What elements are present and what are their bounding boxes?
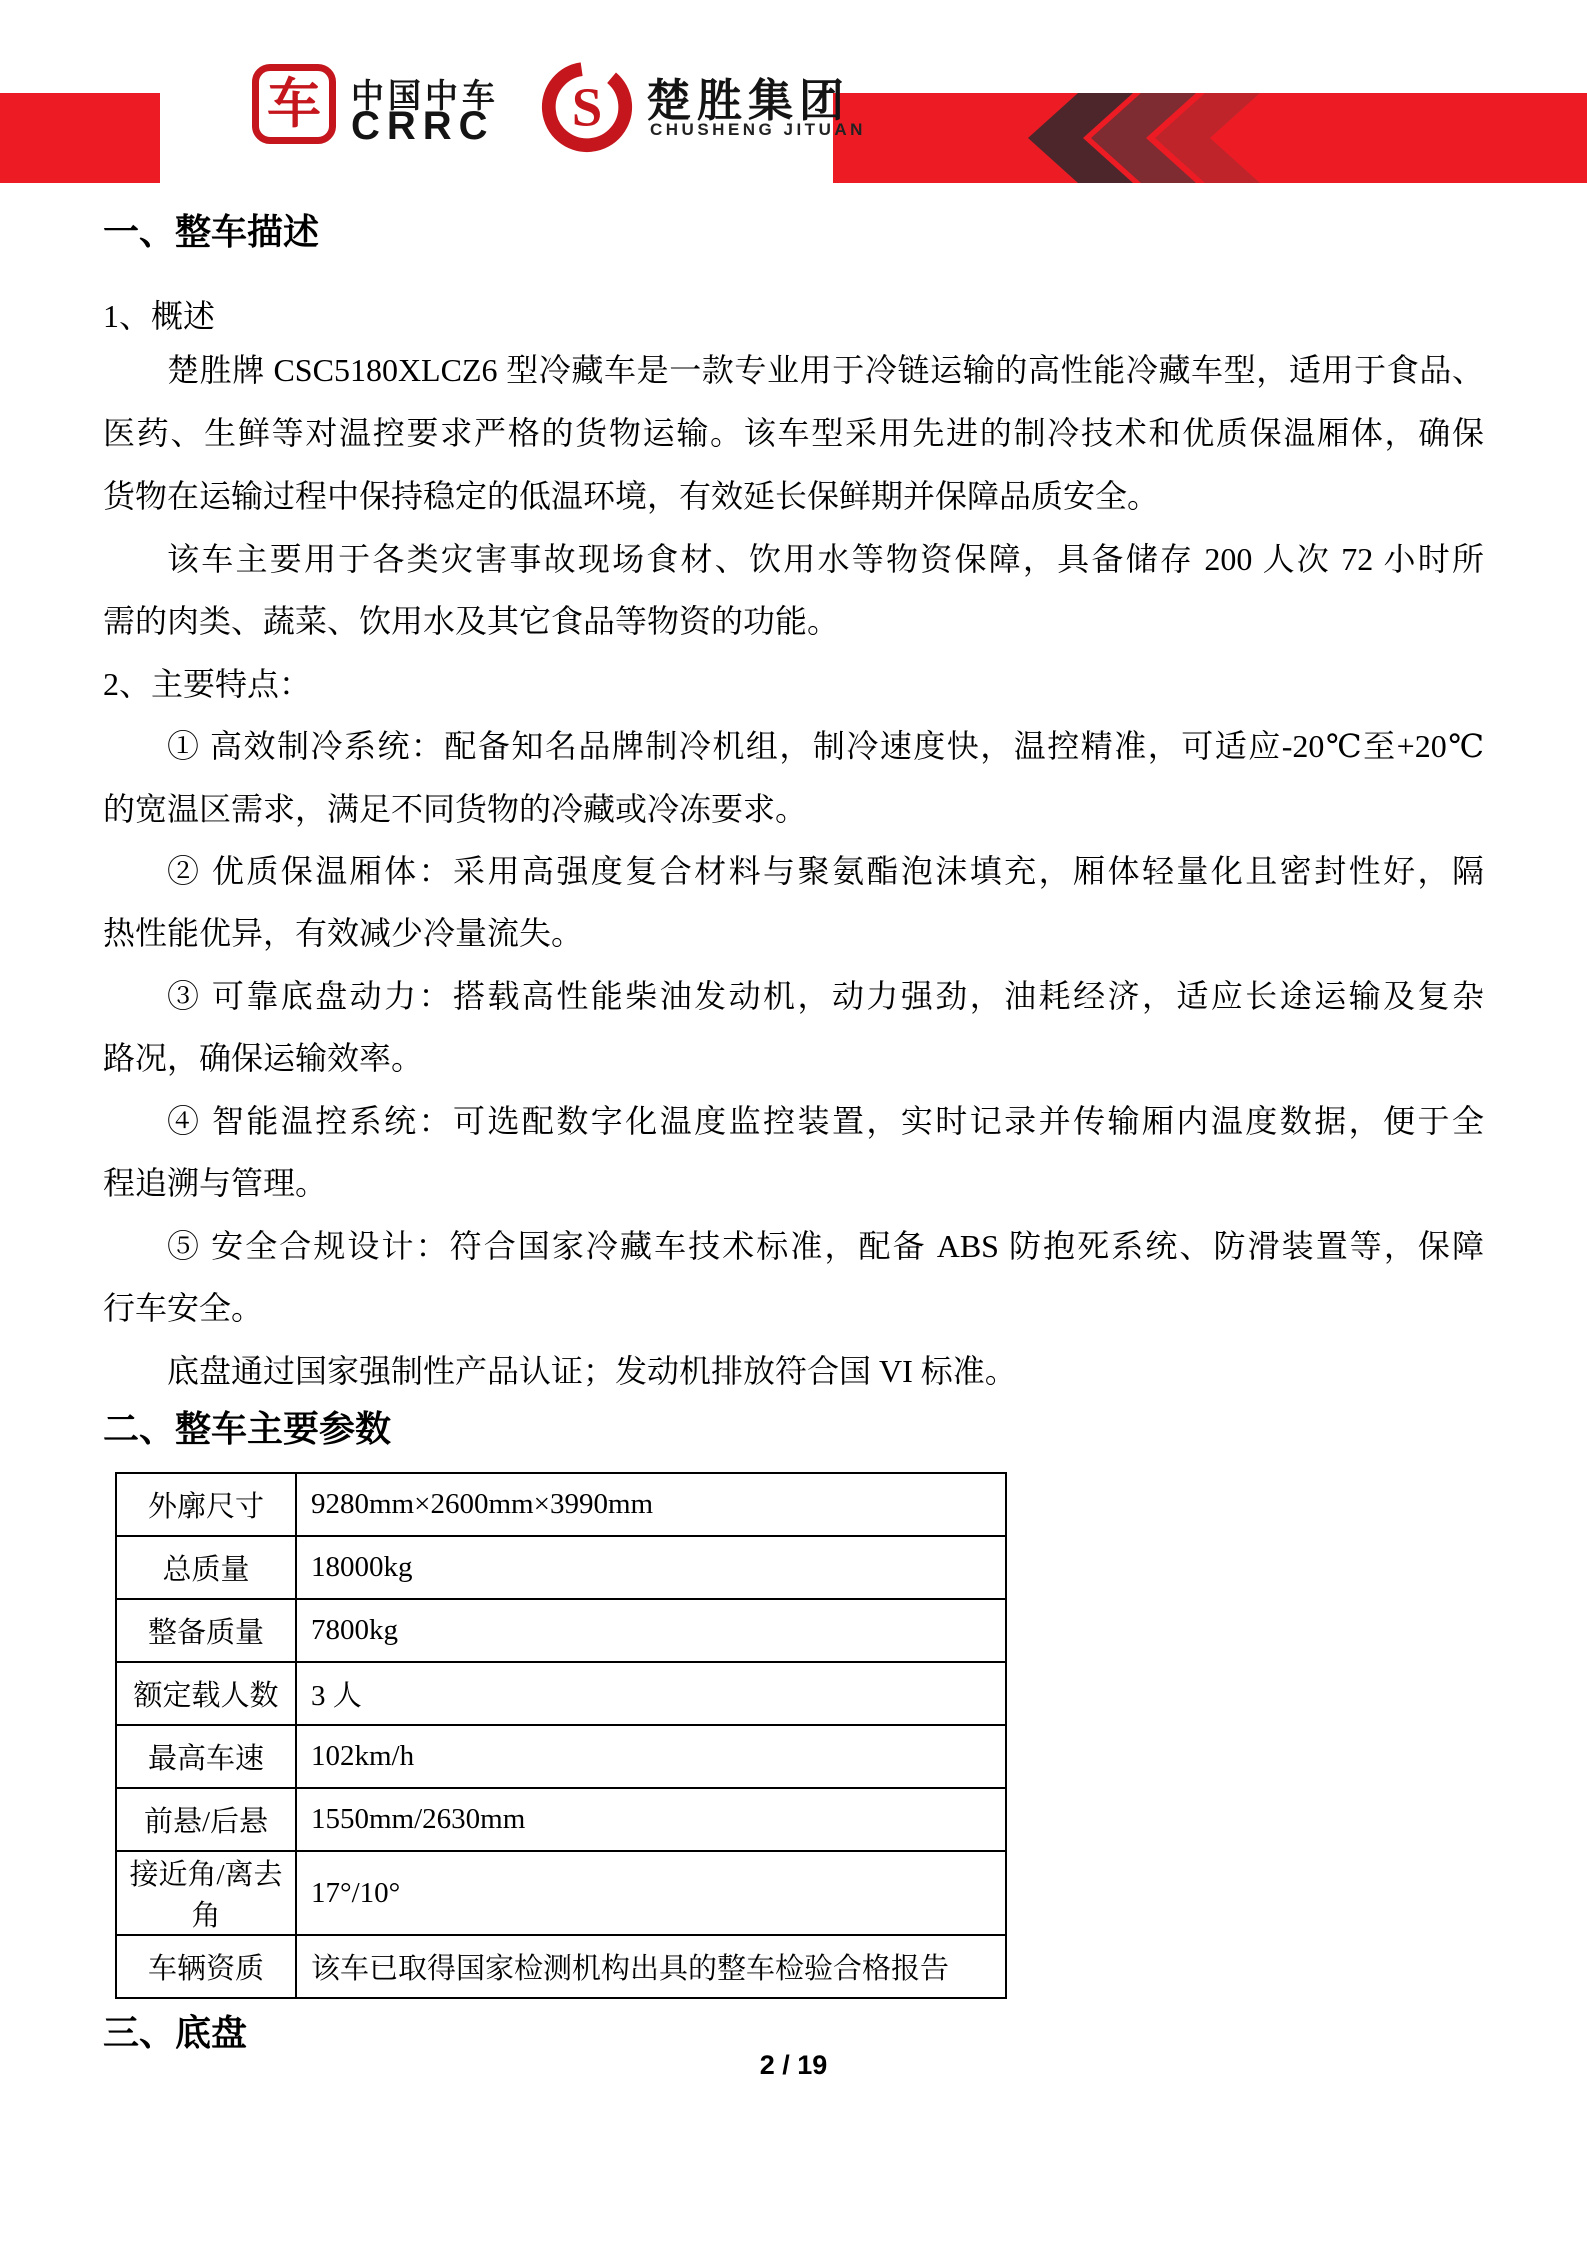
feature-line: 热性能优异，有效减少冷量流失。	[103, 915, 584, 951]
subsection2-label: 2、主要特点：	[103, 666, 312, 702]
chassis-note-line: 底盘通过国家强制性产品认证；发动机排放符合国 VI 标准。	[167, 1353, 1017, 1389]
section2-heading: 二、整车主要参数	[103, 1409, 392, 1449]
feature-line: ④ 智能温控系统：可选配数字化温度监控装置，实时记录并传输厢内温度数据，便于全	[167, 1103, 1484, 1139]
spec-label: 总质量	[116, 1536, 296, 1599]
spec-row	[116, 1725, 1006, 1788]
feature-line: ③ 可靠底盘动力：搭载高性能柴油发动机，动力强劲，油耗经济，适应长途运输及复杂	[167, 978, 1484, 1014]
crrc-emblem-glyph: 车	[267, 74, 321, 134]
spec-row	[116, 1662, 1006, 1725]
page-number: 2 / 19	[759, 2050, 828, 2080]
section3-heading: 三、底盘	[103, 2013, 248, 2053]
spec-row	[116, 1788, 1006, 1851]
crrc-emblem-icon	[252, 64, 336, 144]
spec-label: 车辆资质	[116, 1935, 296, 1998]
crrc-logo-chinese-name: 中国中车	[351, 77, 499, 114]
spec-value: 1550mm/2630mm	[296, 1788, 1006, 1851]
spec-value: 7800kg	[296, 1599, 1006, 1662]
chusheng-mark-icon	[538, 58, 636, 156]
spec-value: 102km/h	[296, 1725, 1006, 1788]
body-line: 该车主要用于各类灾害事故现场食材、饮用水等物资保障，具备储存 200 人次 72 小时所	[167, 541, 1484, 577]
spec-label: 接近角/离去角	[116, 1851, 296, 1935]
spec-row	[116, 1536, 1006, 1599]
header-red-bar-left	[0, 93, 160, 183]
feature-line: ② 优质保温厢体：采用高强度复合材料与聚氨酯泡沫填充，厢体轻量化且密封性好，隔	[167, 853, 1484, 889]
feature-line: 的宽温区需求，满足不同货物的冷藏或冷冻要求。	[103, 791, 808, 827]
spec-value: 17°/10°	[296, 1851, 1006, 1935]
spec-label: 最高车速	[116, 1725, 296, 1788]
crrc-logo-latin-name: CRRC	[351, 104, 495, 148]
spec-value: 18000kg	[296, 1536, 1006, 1599]
chevrons-icon	[833, 93, 1587, 183]
spec-label: 额定载人数	[116, 1662, 296, 1725]
feature-line: 程追溯与管理。	[103, 1165, 328, 1201]
chusheng-mark-letter: S	[571, 76, 603, 138]
spec-value: 3 人	[296, 1662, 1006, 1725]
spec-value: 9280mm×2600mm×3990mm	[296, 1473, 1006, 1536]
spec-row	[116, 1473, 1006, 1536]
body-line: 医药、生鲜等对温控要求严格的货物运输。该车型采用先进的制冷技术和优质保温厢体，确保	[103, 415, 1484, 451]
feature-line: 行车安全。	[103, 1290, 264, 1326]
body-line: 需的肉类、蔬菜、饮用水及其它食品等物资的功能。	[103, 603, 840, 639]
feature-line: ① 高效制冷系统：配备知名品牌制冷机组，制冷速度快，温控精准，可适应-20℃至+20℃	[167, 728, 1484, 764]
chusheng-logo-chinese-name: 楚胜集团	[646, 75, 851, 126]
body-line: 楚胜牌 CSC5180XLCZ6 型冷藏车是一款专业用于冷链运输的高性能冷藏车型，适用于食品、	[167, 352, 1484, 388]
section1-heading: 一、整车描述	[103, 212, 320, 252]
feature-line: ⑤ 安全合规设计：符合国家冷藏车技术标准，配备 ABS 防抱死系统、防滑装置等，保障	[167, 1228, 1484, 1264]
body-line: 货物在运输过程中保持稳定的低温环境，有效延长保鲜期并保障品质安全。	[103, 478, 1160, 514]
spec-label: 外廓尺寸	[116, 1473, 296, 1536]
spec-row	[116, 1599, 1006, 1662]
spec-label: 整备质量	[116, 1599, 296, 1662]
header-red-bar-right	[833, 93, 1587, 183]
subsection1-label: 1、概述	[103, 298, 216, 334]
spec-row	[116, 1851, 1006, 1935]
spec-label: 前悬/后悬	[116, 1788, 296, 1851]
spec-value: 该车已取得国家检测机构出具的整车检验合格报告	[296, 1935, 1006, 1998]
chusheng-logo-latin-name: CHUSHENG JITUAN	[650, 120, 866, 139]
feature-line: 路况，确保运输效率。	[103, 1040, 424, 1076]
spec-table	[115, 1472, 1007, 1999]
spec-row	[116, 1935, 1006, 1998]
